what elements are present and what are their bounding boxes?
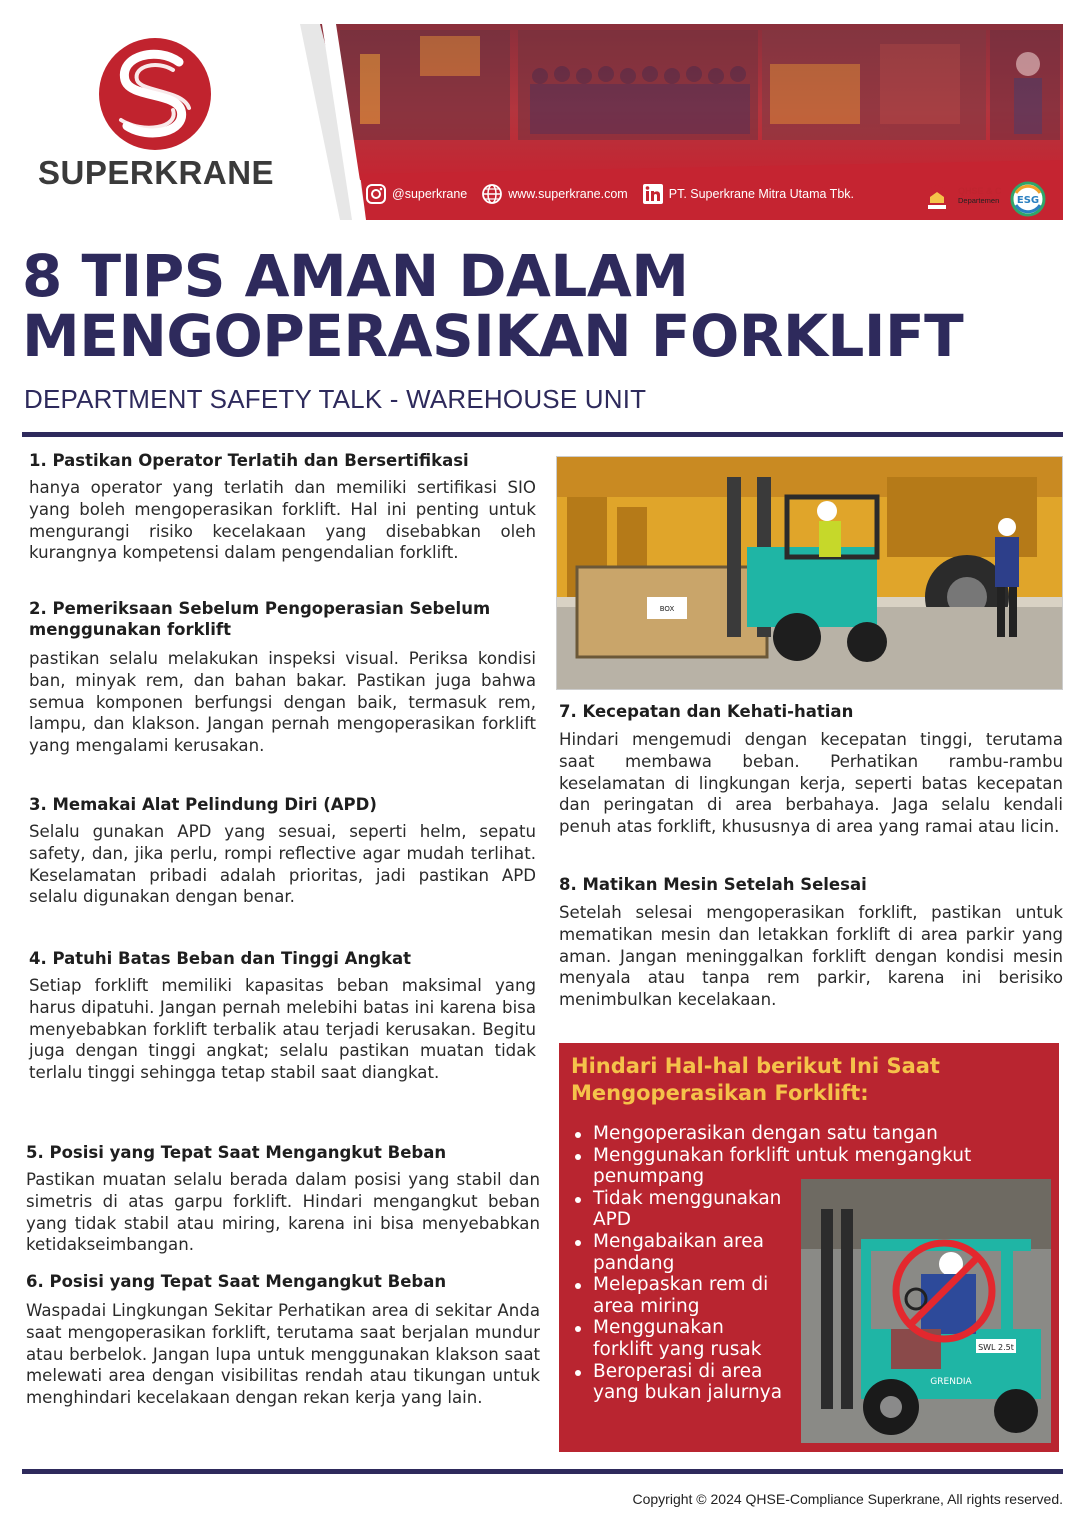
divider-top	[22, 432, 1063, 437]
linkedin-link[interactable]	[642, 183, 854, 205]
tip-7-heading: 7. Kecepatan dan Kehati-hatian	[559, 702, 854, 721]
tip-1-body: hanya operator yang terlatih dan memiliki sertifikasi SIO yang boleh mengoperasikan forklift. Hal ini penting untuk mengurangi risiko kecelakaan yang disebabkan oleh kurangnya kompetensi dalam pengendalian forklift.	[29, 478, 536, 563]
qhse-badge-group	[918, 180, 1050, 218]
title-line-2: MENGOPERASIKAN FORKLIFT	[22, 302, 964, 370]
linkedin-icon	[642, 183, 664, 205]
avoid-item: Beroperasi di area yang bukan jalurnya	[573, 1361, 788, 1404]
copyright-text: Copyright © 2024 QHSE-Compliance Superkrane, All rights reserved.	[632, 1491, 1063, 1507]
brand-name: SUPERKRANE	[38, 154, 275, 191]
tip-1-heading: 1. Pastikan Operator Terlatih dan Bersertifikasi	[29, 451, 469, 470]
tip-8-heading: 8. Matikan Mesin Setelah Selesai	[559, 875, 867, 894]
avoid-box	[559, 1043, 1059, 1452]
brand-logo	[22, 30, 292, 200]
tip-5-body: Pastikan muatan selalu berada dalam posisi yang stabil dan simetris di atas garpu forklift. Hindari mengangkut beban yang tidak stabil atau miring, karena ini bisa menyebabkan ketidakseimbangan.	[26, 1170, 540, 1255]
superkrane-logo-icon	[97, 36, 213, 152]
linkedin-company: PT. Superkrane Mitra Utama Tbk.	[668, 187, 854, 201]
tip-3-heading: 3. Memakai Alat Pelindung Diri (APD)	[29, 795, 377, 814]
photo-box-label: BOX	[659, 605, 675, 613]
instagram-handle: @superkrane	[392, 187, 468, 201]
website-url: www.superkrane.com	[508, 187, 628, 201]
esg-label: ESG	[1016, 195, 1040, 206]
qhse-shield-icon	[920, 183, 954, 215]
forklift-capacity-tag: SWL 2.5t	[978, 1343, 1014, 1352]
divider-bottom	[22, 1469, 1063, 1474]
social-links	[365, 181, 860, 207]
avoid-item: Mengoperasikan dengan satu tangan	[573, 1123, 1043, 1145]
avoid-item: Mengabaikan area pandang	[573, 1231, 788, 1274]
instagram-link[interactable]	[365, 183, 467, 205]
tip-7-body: Hindari mengemudi dengan kecepatan tinggi, terutama saat membawa beban. Perhatikan rambu-rambu keselamatan di lingkungan kerja, seperti batas kecepatan dan peringatan di area berbahaya. Jaga selalu kendali penuh atas forklift, khususnya di area yang ramai atau licin.	[559, 730, 1063, 837]
tip-2-heading: 2. Pemeriksaan Sebelum Pengoperasian Sebelum menggunakan forklift	[29, 599, 491, 639]
avoid-title: Hindari Hal-hal berikut Ini Saat Mengoperasikan Forklift:	[571, 1054, 940, 1105]
globe-icon	[481, 183, 503, 205]
avoid-item: Tidak menggunakan APD	[573, 1188, 783, 1231]
tip-8-body: Setelah selesai mengoperasikan forklift, pastikan untuk mematikan mesin dan letakkan forklift di area parkir yang aman. Jangan meninggalkan forklift dengan kondisi mesin menyala atau tanpa rem parkir, karena ini berisiko menimbulkan kecelakaan.	[559, 903, 1063, 1010]
forklift-brand-label: GRENDIA	[930, 1377, 972, 1387]
qhse-department-label	[958, 186, 1002, 205]
qhse-label: QHSE & C	[958, 186, 1002, 196]
page-title	[22, 242, 1062, 370]
unsafe-forklift-photo	[801, 1179, 1051, 1443]
forklift-operation-photo	[556, 456, 1063, 690]
departemen-label: Departemen	[958, 196, 1000, 205]
page-subtitle: DEPARTMENT SAFETY TALK - WAREHOUSE UNIT	[24, 384, 647, 414]
tip-5-heading: 5. Posisi yang Tepat Saat Mengangkut Beban	[26, 1143, 447, 1162]
tip-6-body: Waspadai Lingkungan Sekitar Perhatikan area di sekitar Anda saat mengoperasikan forklift, terutama saat berjalan mundur atau berbelok. Jangan lupa untuk menggunakan klakson saat melewati area dengan visibilitas rendah atau tikungan untuk menghindari kecelakaan dengan rekan kerja yang lain.	[26, 1301, 540, 1408]
avoid-item: Menggunakan forklift yang rusak	[573, 1317, 788, 1360]
avoid-item: Melepaskan rem di area miring	[573, 1274, 788, 1317]
esg-icon	[1010, 181, 1046, 217]
avoid-item: Menggunakan forklift untuk mengangkut penumpang	[573, 1145, 1043, 1188]
title-line-1: 8 TIPS AMAN DALAM	[22, 242, 689, 310]
tip-2-body: pastikan selalu melakukan inspeksi visual. Periksa kondisi ban, minyak rem, dan bahan bakar. Pastikan juga bahwa semua komponen berfungsi dengan baik, termasuk rem, lampu, dan klakson. Jangan pernah mengoperasikan forklift yang mengalami kerusakan.	[29, 649, 536, 756]
tip-3-body: Selalu gunakan APD yang sesuai, seperti helm, sepatu safety, dan, jika perlu, rompi reflective agar mudah terlihat. Keselamatan pribadi adalah prioritas, jadi pastikan APD selalu digunakan dengan benar.	[29, 822, 536, 907]
tip-4-body: Setiap forklift memiliki kapasitas beban maksimal yang harus dipatuhi. Jangan pernah melebihi batas ini karena bisa menyebabkan forklift terbalik atau terjadi kerusakan. Begitu juga dengan tinggi angkat; selalu pastikan muatan tidak terlalu tinggi sehingga tetap stabil saat diangkat.	[29, 976, 536, 1083]
instagram-icon	[365, 183, 387, 205]
website-link[interactable]	[481, 183, 628, 205]
tip-6-heading: 6. Posisi yang Tepat Saat Mengangkut Beban	[26, 1272, 447, 1291]
tip-4-heading: 4. Patuhi Batas Beban dan Tinggi Angkat	[29, 949, 411, 968]
